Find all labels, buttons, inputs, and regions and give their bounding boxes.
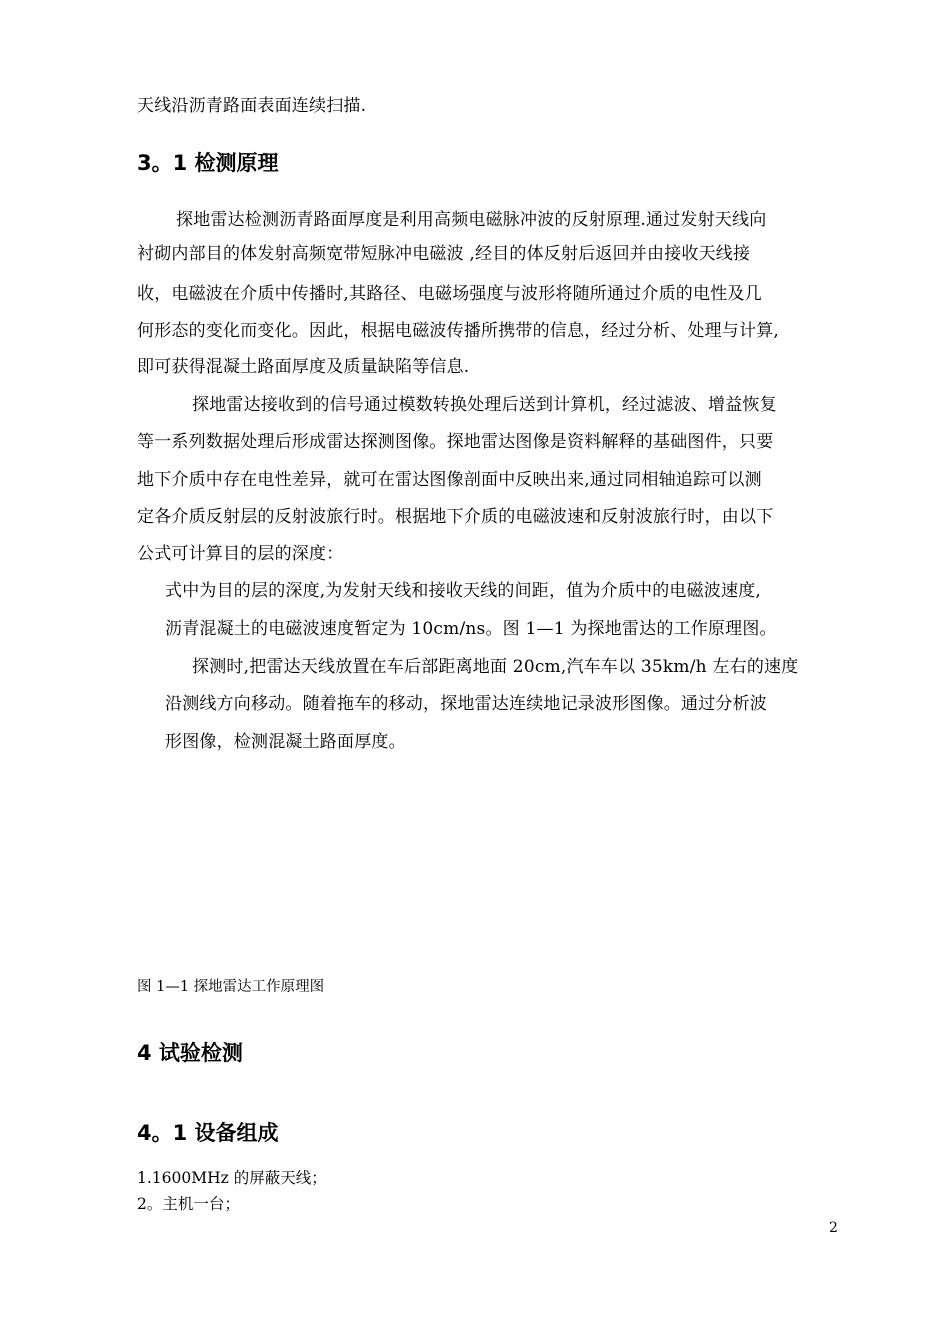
paragraph-line: 即可获得混凝土路面厚度及质量缺陷等信息. (137, 357, 470, 377)
figure-caption: 图 1—1 探地雷达工作原理图 (137, 979, 325, 995)
paragraph-line: 衬砌内部目的体发射高频宽带短脉冲电磁波 ,经目的体反射后返回并由接收天线接 (137, 244, 751, 264)
paragraph-line: 探地雷达接收到的信号通过模数转换处理后送到计算机，经过滤波、增益恢复 (192, 395, 777, 415)
list-item: 1.1600MHz 的屏蔽天线； (137, 1169, 327, 1187)
paragraph-line: 探测时,把雷达天线放置在车后部距离地面 20cm,汽车车以 35km/h 左右的速度 (192, 657, 799, 677)
paragraph-line: 收，电磁波在介质中传播时,其路径、电磁场强度与波形将随所通过介质的电性及几 (137, 284, 762, 304)
section-heading-4-1: 4。1 设备组成 (137, 1121, 279, 1145)
paragraph-line: 沥青混凝土的电磁波速度暂定为 10cm/ns。图 1—1 为探地雷达的工作原理图。 (165, 619, 777, 639)
paragraph-line: 沿测线方向移动。随着拖车的移动，探地雷达连续地记录波形图像。通过分析波 (165, 694, 767, 714)
paragraph-line: 式中为目的层的深度,为发射天线和接收天线的间距，值为介质中的电磁波速度, (165, 581, 762, 601)
page-number: 2 (829, 1220, 838, 1236)
paragraph-line: 定各介质反射层的反射波旅行时。根据地下介质的电磁波速和反射波旅行时，由以下 (137, 507, 774, 527)
paragraph-line: 地下介质中存在电性差异，就可在雷达图像剖面中反映出来,通过同相轴追踪可以测 (137, 470, 762, 490)
paragraph-line: 形图像，检测混凝土路面厚度。 (165, 732, 406, 752)
section-heading-4: 4 试验检测 (137, 1041, 243, 1065)
paragraph-line: 探地雷达检测沥青路面厚度是利用高频电磁脉冲波的反射原理.通过发射天线向 (176, 210, 767, 230)
text-line: 天线沿沥青路面表面连续扫描. (137, 96, 367, 116)
paragraph-line: 公式可计算目的层的深度： (137, 544, 344, 564)
list-item: 2。主机一台； (137, 1195, 240, 1213)
section-heading-3-1: 3。1 检测原理 (137, 151, 279, 175)
paragraph-line: 等一系列数据处理后形成雷达探测图像。探地雷达图像是资料解释的基础图件，只要 (137, 432, 774, 452)
paragraph-line: 何形态的变化而变化。因此，根据电磁波传播所携带的信息，经过分析、处理与计算, (137, 321, 780, 341)
